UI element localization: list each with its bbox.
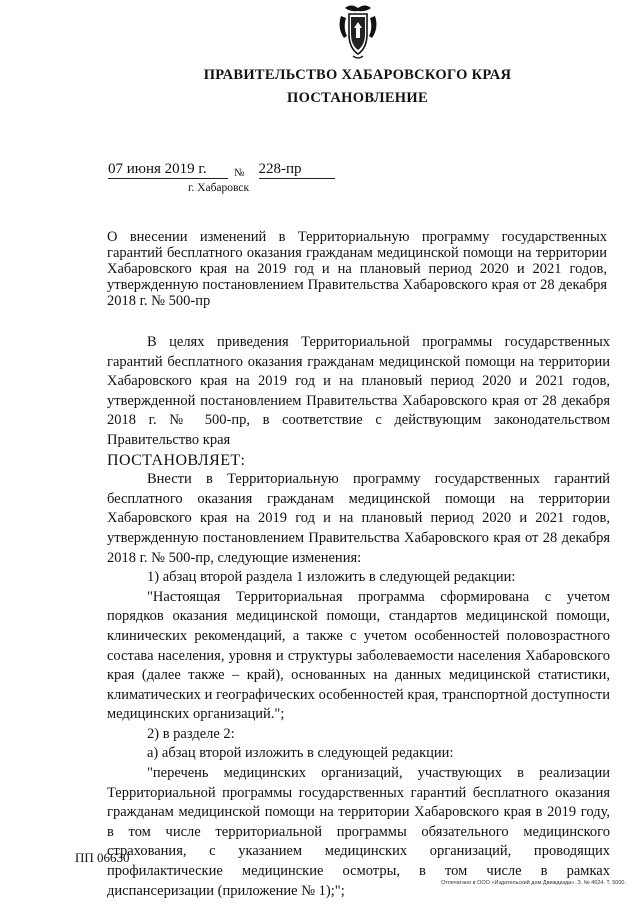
body-paragraph: Внести в Территориальную программу государственных гарантий бесплатного оказания гражданам медицинской помощи на территории Хабаровского края на 2019 год и на плановый период 2020 и 2021 годов, утвержденную постановлением Правительства Хабаровского края от 28 декабря 2018 г. № 500-пр, следующие изменения: bbox=[107, 471, 610, 566]
number-sign: № bbox=[234, 167, 245, 179]
printer-imprint: Отпечатано в ООО «Издательский дом Движдизда». З. № 4624. Т. 5000. bbox=[441, 880, 626, 886]
document-code: ПП 06630 bbox=[75, 850, 130, 865]
preamble-paragraph: В целях приведения Территориальной программы государственных гарантий бесплатного оказания гражданам медицинской помощи на территории Хабаровского края на 2019 год и на плановый период 2020 и 2021 годов, утвержденной постановлением Правительства Хабаровского края от 28 декабря 2018 г. № 500-пр, в соответствие с действующим законодательством Правительство края bbox=[107, 334, 610, 448]
document-date: 07 июня 2019 г. bbox=[108, 161, 228, 179]
body-paragraph: 2) в разделе 2: bbox=[147, 725, 235, 742]
body-paragraph: "Настоящая Территориальная программа сформирована с учетом порядков оказания медицинской помощи, стандартов медицинской помощи, клинических рекомендаций, а также с учетом особенностей половозрастного состава населения, уровня и структуры заболеваемости населения Хабаровского края (далее также – край), основанных на данных медицинской статистики, климатических и географических особенностей края, транспортной доступности медицинских организаций."; bbox=[107, 588, 610, 723]
body-paragraph: 1) абзац второй раздела 1 изложить в следующей редакции: bbox=[147, 569, 516, 586]
document-subject: О внесении изменений в Территориальную программу государственных гарантий бесплатного оказания гражданам медицинской помощи на территории Хабаровского края на 2019 год и на плановый период 2020 и 2021 годов, утвержденную постановлением Правительства Хабаровского края от 28 декабря 2018 г. № 500-пр bbox=[107, 229, 607, 309]
body-paragraph: а) абзац второй изложить в следующей редакции: bbox=[147, 745, 454, 762]
document-body bbox=[107, 333, 610, 901]
date-number-line bbox=[108, 161, 335, 179]
document-place: г. Хабаровск bbox=[188, 182, 250, 194]
government-heading: ПРАВИТЕЛЬСТВО ХАБАРОВСКОГО КРАЯ bbox=[203, 67, 512, 83]
document-type-heading: ПОСТАНОВЛЕНИЕ bbox=[287, 90, 428, 106]
document-number: 228-пр bbox=[259, 161, 335, 179]
resolves-heading: ПОСТАНОВЛЯЕТ: bbox=[107, 451, 246, 469]
body-paragraph: "перечень медицинских организаций, участвующих в реализации Территориальной программы государственных гарантий бесплатного оказания гражданам медицинской помощи на территории Хабаровского края в 2019 году, в том числе территориальной программы обязательного медицинского страхования, с указанием медицинских организаций, проводящих профилактические медицинские осмотры, в том числе в рамках диспансеризации (приложение № 1);"; bbox=[107, 765, 610, 899]
coat-of-arms-icon bbox=[335, 4, 381, 62]
